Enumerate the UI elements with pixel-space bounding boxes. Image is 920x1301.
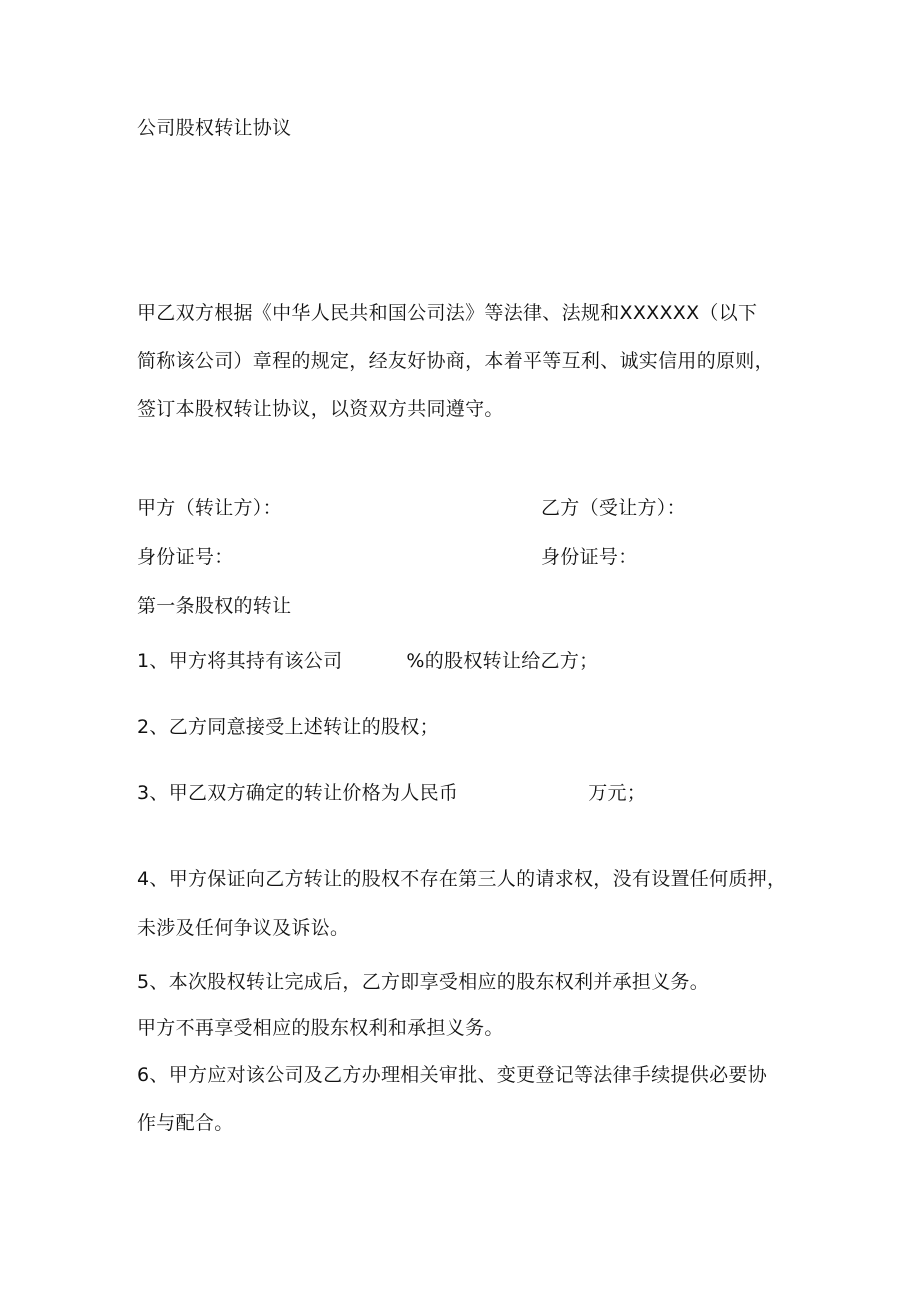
party-b-label: 乙方（受让方）： <box>541 497 686 519</box>
item-1-text-before: 1、甲方将其持有该公司 <box>137 650 343 672</box>
item-3-text-after: 万元； <box>588 782 647 804</box>
party-b-id-label: 身份证号： <box>541 546 638 568</box>
party-a-label: 甲方（转让方）： <box>137 497 282 519</box>
preamble-line-2: 简称该公司）章程的规定，经友好协商，本着平等互利、诚实信用的原则， <box>137 350 774 372</box>
preamble-line-3: 签订本股权转让协议，以资双方共同遵守。 <box>137 398 504 420</box>
article-1-item-6-line-2: 作与配合。 <box>137 1112 234 1134</box>
item-1-text-after: %的股权转让给乙方； <box>406 650 599 672</box>
preamble-line-1: 甲乙双方根据《中华人民共和国公司法》等法律、法规和XXXXXX（以下 <box>137 302 758 324</box>
article-1-item-4-line-1: 4、甲方保证向乙方转让的股权不存在第三人的请求权，没有设置任何质押， <box>137 868 787 890</box>
item-3-text-before: 3、甲乙双方确定的转让价格为人民币 <box>137 782 459 804</box>
article-1-heading: 第一条股权的转让 <box>137 595 292 617</box>
article-1-item-6-line-1: 6、甲方应对该公司及乙方办理相关审批、变更登记等法律手续提供必要协 <box>137 1064 767 1086</box>
article-1-item-3 <box>137 781 646 805</box>
article-1-item-1 <box>137 649 598 673</box>
article-1-item-5-line-2: 甲方不再享受相应的股东权利和承担义务。 <box>137 1017 504 1039</box>
party-a-id-label: 身份证号： <box>137 546 234 568</box>
document-title: 公司股权转让协议 <box>137 117 292 139</box>
article-1-item-4-line-2: 未涉及任何争议及诉讼。 <box>137 917 350 939</box>
article-1-item-5-line-1: 5、本次股权转让完成后，乙方即享受相应的股东权利并承担义务。 <box>137 971 710 993</box>
article-1-item-2: 2、乙方同意接受上述转让的股权； <box>137 716 439 738</box>
